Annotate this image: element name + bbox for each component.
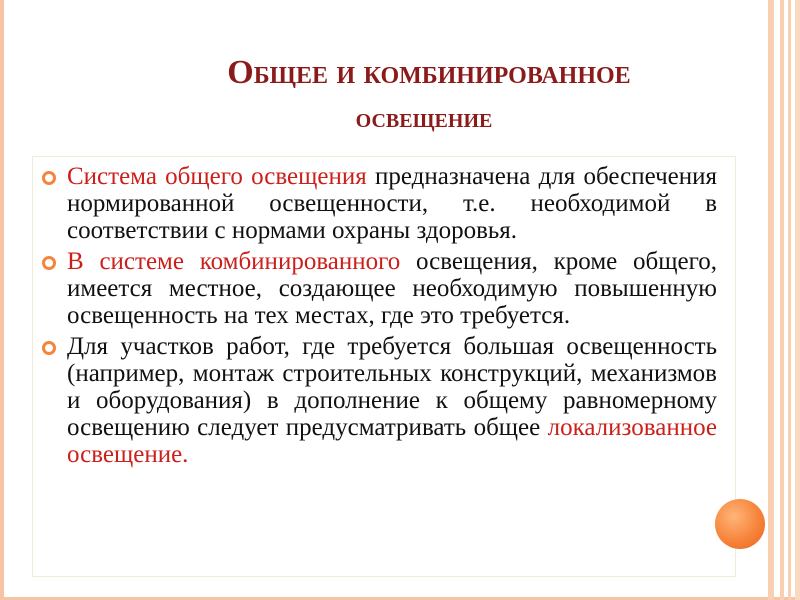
bullet-text: предназначена для обеспечения нормированной освещенности, т.е. необходимой в соответствии с нормами охраны здоровья.	[67, 163, 718, 244]
decorative-stripe	[768, 0, 774, 600]
bullet-text: освещения, кроме общего, имеется местное, создающее необходимую повышенную освещенность на тех местах, где это требуется.	[67, 248, 717, 329]
bullet-item	[41, 248, 717, 329]
orange-ring-bullet-icon	[41, 170, 57, 186]
decorative-stripe	[780, 0, 784, 600]
orange-ring-bullet-icon	[41, 340, 57, 356]
orange-circle-icon	[715, 499, 765, 549]
title-line-2: освещение	[355, 103, 493, 134]
bullet-highlight: локализованное освещение.	[67, 414, 717, 468]
title-line-1: Общее и комбинированное	[227, 54, 631, 91]
slide-title	[64, 50, 744, 142]
content-box	[32, 156, 736, 577]
bullet-highlight: Система общего освещения	[67, 163, 367, 190]
bullet-highlight: В системе комбинированного	[67, 248, 401, 275]
bullet-item	[41, 333, 717, 468]
orange-ring-bullet-icon	[41, 255, 57, 271]
decorative-stripe	[788, 0, 791, 600]
bullet-list	[33, 157, 735, 468]
bullet-text: Для участков работ, где требуется большая освещенность (например, монтаж строительных конструкций, механизмов и оборудования) в дополнение к общему равномерному освещению следует предусматривать общее	[67, 333, 717, 441]
bullet-item	[41, 163, 717, 244]
decorative-stripe	[795, 0, 800, 600]
